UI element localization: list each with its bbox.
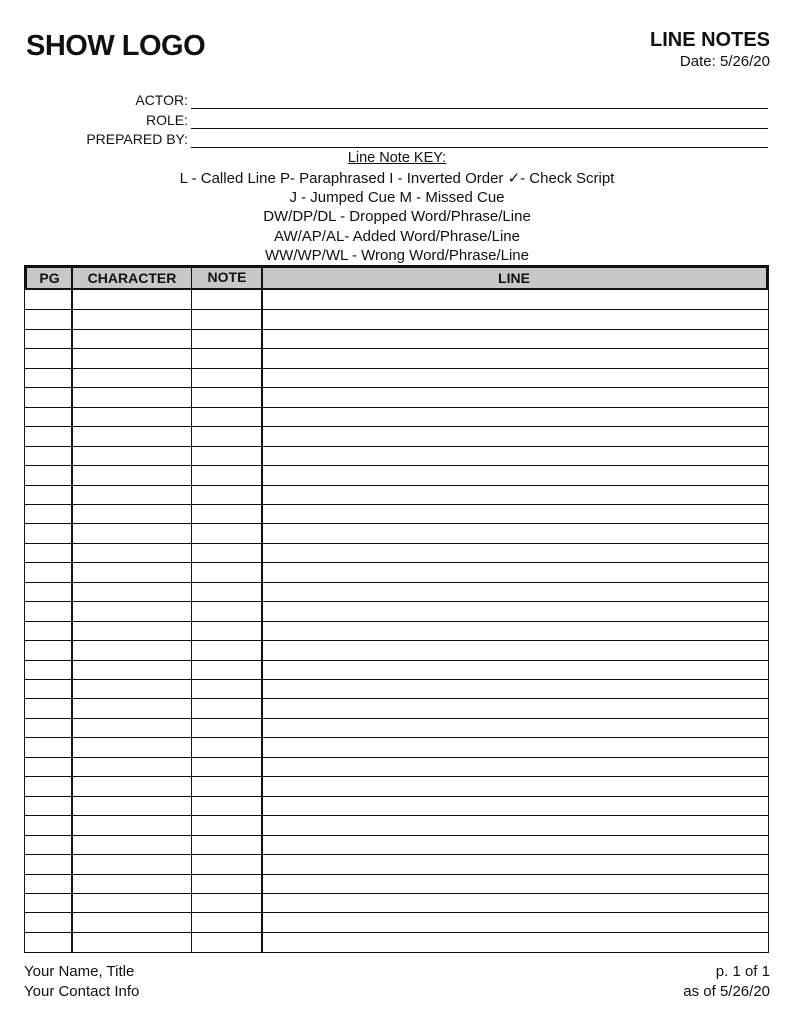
column-header-character: CHARACTER bbox=[87, 270, 177, 286]
table-row-divider bbox=[25, 737, 768, 738]
actor-label: ACTOR: bbox=[135, 92, 188, 108]
column-divider-character bbox=[191, 266, 192, 952]
table-row-divider bbox=[25, 368, 768, 369]
table-row-divider bbox=[25, 523, 768, 524]
footer-as-of: as of 5/26/20 bbox=[683, 983, 770, 1000]
prepared-by-label: PREPARED BY: bbox=[86, 131, 188, 147]
role-field[interactable] bbox=[0, 112, 794, 130]
column-divider-pg bbox=[71, 266, 73, 952]
key-title bbox=[0, 150, 794, 166]
table-row-divider bbox=[25, 407, 768, 408]
footer-name: Your Name, Title bbox=[24, 963, 135, 980]
table-row-divider bbox=[25, 932, 768, 933]
table-row-divider bbox=[25, 912, 768, 913]
column-header-note: NOTE bbox=[207, 269, 247, 285]
table-row-divider bbox=[25, 446, 768, 447]
header-date: Date: 5/26/20 bbox=[679, 53, 770, 70]
table-row-divider bbox=[25, 426, 768, 427]
prepared-by-input-line[interactable] bbox=[191, 147, 768, 148]
prepared-by-field[interactable] bbox=[0, 131, 794, 149]
table-row-divider bbox=[25, 329, 768, 330]
table-row-divider bbox=[25, 660, 768, 661]
footer-right bbox=[683, 962, 770, 1002]
table-header bbox=[25, 266, 768, 290]
table-row-divider bbox=[25, 776, 768, 777]
table-row-divider bbox=[25, 679, 768, 680]
key-line-3: DW/DP/DL - Dropped Word/Phrase/Line bbox=[263, 208, 531, 225]
table-row-divider bbox=[25, 874, 768, 875]
footer-page: p. 1 of 1 bbox=[715, 963, 770, 980]
table-row-divider bbox=[25, 698, 768, 699]
table-row-divider bbox=[25, 348, 768, 349]
table-row-divider bbox=[25, 796, 768, 797]
table-row-divider bbox=[25, 893, 768, 894]
role-input-line[interactable] bbox=[191, 128, 768, 129]
page-title: LINE NOTES bbox=[649, 29, 770, 51]
key-line-2: J - Jumped Cue M - Missed Cue bbox=[289, 189, 505, 206]
table-row-divider bbox=[25, 601, 768, 602]
table-row-divider bbox=[25, 562, 768, 563]
column-divider-note bbox=[261, 266, 263, 952]
key-line-4: AW/AP/AL- Added Word/Phrase/Line bbox=[274, 228, 520, 245]
footer-left bbox=[24, 962, 139, 1002]
table-row-divider bbox=[25, 621, 768, 622]
footer-contact: Your Contact Info bbox=[24, 983, 140, 1000]
table-row-divider bbox=[25, 387, 768, 388]
table-row-divider bbox=[25, 640, 768, 641]
key-line-5: WW/WP/WL - Wrong Word/Phrase/Line bbox=[265, 247, 529, 264]
table-row-divider bbox=[25, 309, 768, 310]
table-row-divider bbox=[25, 718, 768, 719]
column-header-line: LINE bbox=[498, 270, 530, 286]
actor-field[interactable] bbox=[0, 92, 794, 110]
show-logo: SHOW LOGO bbox=[26, 30, 206, 62]
table-row-divider bbox=[25, 757, 768, 758]
table-row-divider bbox=[25, 504, 768, 505]
key-title-text: Line Note KEY: bbox=[347, 150, 447, 166]
table-row-divider bbox=[25, 465, 768, 466]
table-row-divider bbox=[25, 485, 768, 486]
role-label: ROLE: bbox=[145, 112, 188, 128]
table-row-divider bbox=[25, 854, 768, 855]
table-row-divider bbox=[25, 582, 768, 583]
actor-input-line[interactable] bbox=[191, 108, 768, 109]
key-line-1: L - Called Line P- Paraphrased I - Inverted Order ✓- Check Script bbox=[179, 170, 615, 187]
line-notes-table bbox=[24, 265, 769, 953]
table-row-divider bbox=[25, 543, 768, 544]
table-row-divider bbox=[25, 835, 768, 836]
column-header-pg: PG bbox=[39, 270, 60, 286]
table-row-divider bbox=[25, 815, 768, 816]
